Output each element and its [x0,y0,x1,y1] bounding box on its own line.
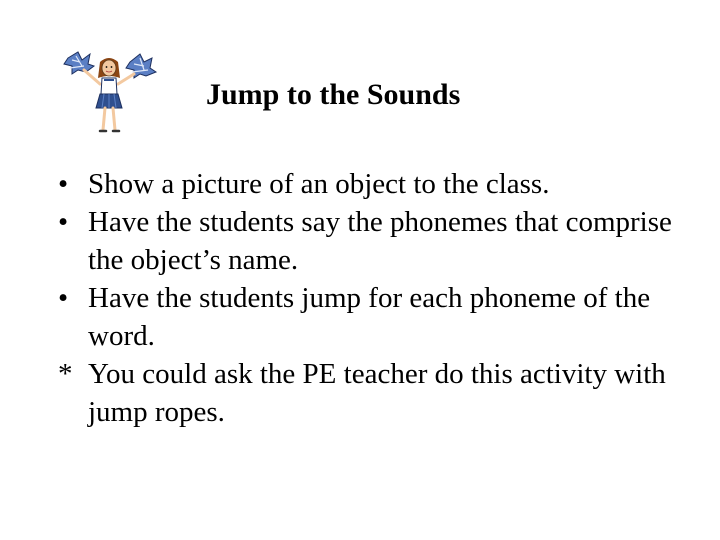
bullet-marker: • [58,206,69,238]
bullet-text: Show a picture of an object to the class. [88,168,550,200]
bullet-text: Have the students jump for each phoneme of the word. [88,282,651,352]
bullet-marker: • [58,282,69,314]
bullet-text: You could ask the PE teacher do this activity with jump ropes. [88,358,666,428]
left-pompom [64,52,94,74]
cheerleader-icon [60,50,160,136]
bullet-text: Have the students say the phonemes that comprise the object’s name. [88,206,672,276]
bullet-item [58,165,698,203]
bullet-list [58,165,698,431]
bullet-item [58,279,698,355]
bullet-marker: * [58,358,73,390]
bullet-item [58,203,698,279]
bullet-marker: • [58,168,69,200]
slide-title: Jump to the Sounds [206,78,461,111]
bullet-item [58,355,698,431]
right-pompom [126,54,156,78]
